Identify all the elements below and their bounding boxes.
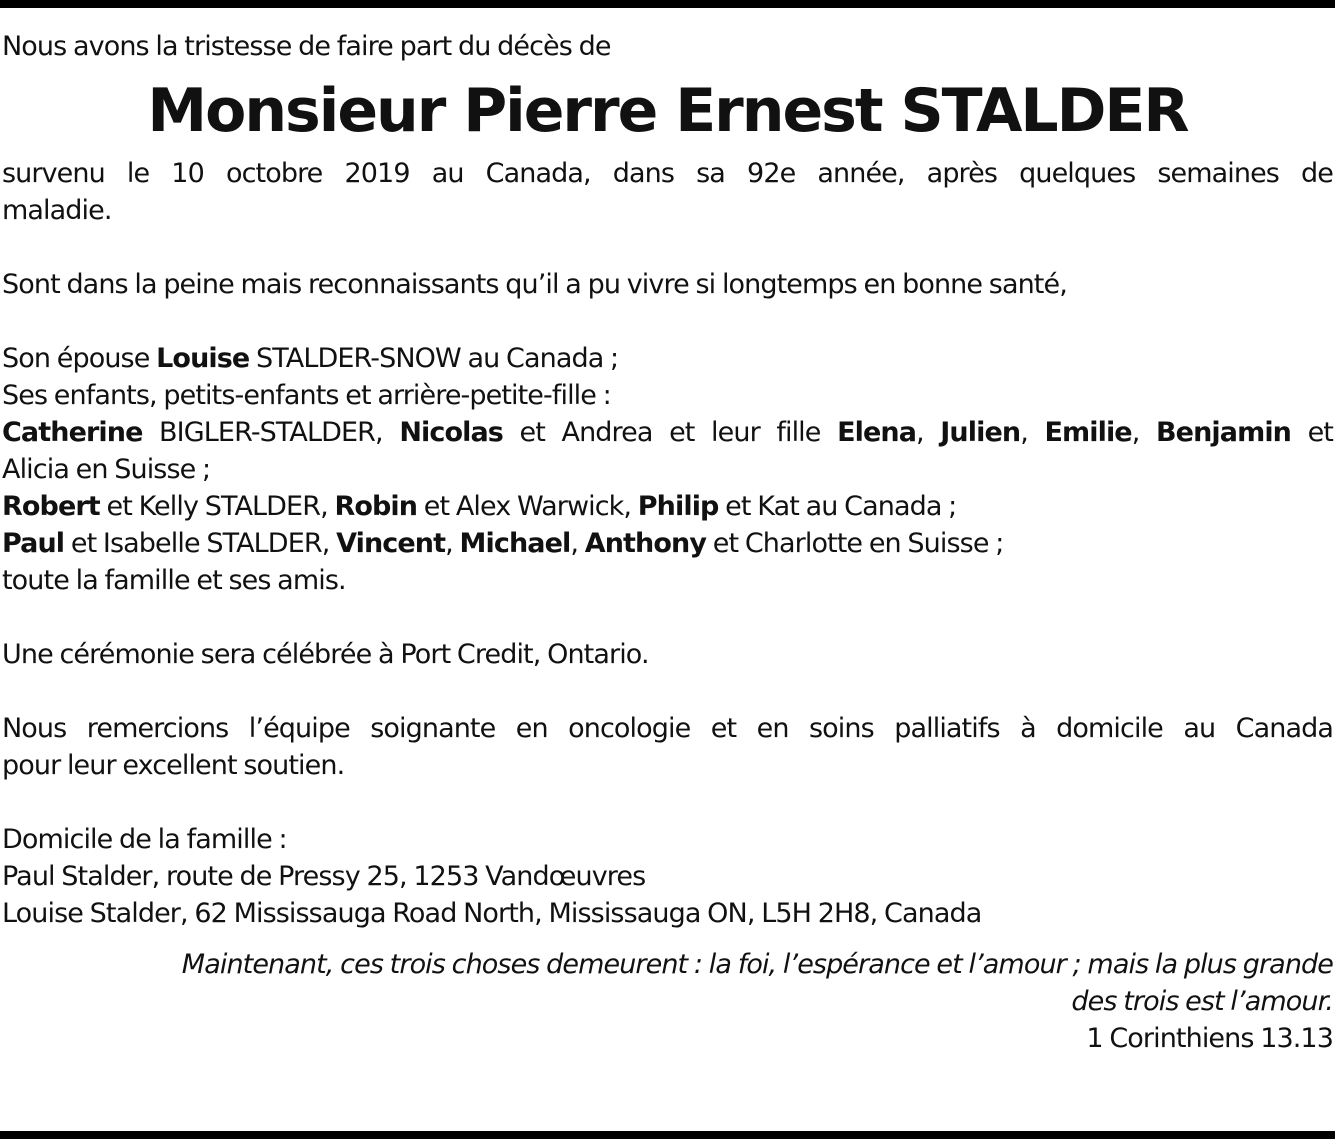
spacer [2, 784, 1333, 821]
spouse-rest: STALDER-SNOW au Canada ; [249, 343, 619, 374]
spacer [2, 673, 1333, 710]
bible-quote-line1: Maintenant, ces trois choses demeurent : la foi, l’espérance et l’amour ; mais la plus grande [181, 949, 1333, 980]
death-announcement-line2: maladie. [2, 195, 112, 226]
family-text: , [570, 528, 585, 559]
name-robert: Robert [2, 491, 100, 522]
family-text: et Alex Warwick, [417, 491, 638, 522]
top-rule [0, 0, 1335, 8]
family-and-friends: toute la famille et ses amis. [2, 565, 346, 596]
ceremony-info: Une cérémonie sera célébrée à Port Credit, Ontario. [2, 639, 649, 670]
bottom-rule [0, 1131, 1335, 1139]
family-text: et Kat au Canada ; [718, 491, 957, 522]
name-philip: Philip [637, 491, 719, 522]
family-line-paul [2, 525, 1333, 562]
name-emilie: Emilie [1044, 417, 1132, 448]
name-vincent: Vincent [336, 528, 446, 559]
spacer [2, 303, 1333, 340]
name-michael: Michael [459, 528, 571, 559]
family-text: et Charlotte en Suisse ; [706, 528, 1004, 559]
spouse-line [2, 340, 1333, 377]
domicile-heading: Domicile de la famille : [2, 824, 287, 855]
obituary-notice [2, 28, 1333, 1057]
family-line-catherine [2, 414, 1333, 451]
spouse-first-name: Louise [156, 343, 250, 374]
name-nicolas: Nicolas [399, 417, 503, 448]
deceased-name: Monsieur Pierre Ernest STALDER [147, 76, 1188, 146]
name-robin: Robin [334, 491, 418, 522]
family-text: et Isabelle STALDER, [64, 528, 337, 559]
family-text: BIGLER-STALDER, [142, 417, 400, 448]
children-intro: Ses enfants, petits-enfants et arrière-petite-fille : [2, 380, 611, 411]
thanks-line2: pour leur excellent soutien. [2, 750, 345, 781]
family-text: , [1020, 417, 1045, 448]
family-text: , [916, 417, 941, 448]
family-line-catherine-cont: Alicia en Suisse ; [2, 454, 211, 485]
name-catherine: Catherine [2, 417, 143, 448]
name-benjamin: Benjamin [1156, 417, 1291, 448]
family-text: et Kelly STALDER, [99, 491, 335, 522]
family-text: , [445, 528, 460, 559]
name-anthony: Anthony [584, 528, 707, 559]
family-text: et [1291, 417, 1333, 448]
bible-quote-line2: des trois est l’amour. [1071, 986, 1333, 1017]
spacer [2, 599, 1333, 636]
name-elena: Elena [837, 417, 917, 448]
bible-reference: 1 Corinthiens 13.13 [1086, 1023, 1333, 1054]
spacer [2, 229, 1333, 266]
name-paul: Paul [2, 528, 65, 559]
name-julien: Julien [940, 417, 1021, 448]
death-announcement-line1: survenu le 10 octobre 2019 au Canada, dans sa 92e année, après quelques semaines de [2, 158, 1333, 189]
domicile-address-louise: Louise Stalder, 62 Mississauga Road North, Mississauga ON, L5H 2H8, Canada [2, 898, 982, 929]
family-text: , [1131, 417, 1156, 448]
thanks-line1: Nous remercions l’équipe soignante en oncologie et en soins palliatifs à domicile au Canada [2, 713, 1333, 744]
spouse-prefix: Son épouse [2, 343, 157, 374]
domicile-address-paul: Paul Stalder, route de Pressy 25, 1253 Vandœuvres [2, 861, 646, 892]
family-line-robert [2, 488, 1333, 525]
intro-text: Nous avons la tristesse de faire part du décès de [2, 31, 611, 62]
family-text: et Andrea et leur fille [502, 417, 838, 448]
grief-statement: Sont dans la peine mais reconnaissants qu’il a pu vivre si longtemps en bonne santé, [2, 269, 1067, 300]
